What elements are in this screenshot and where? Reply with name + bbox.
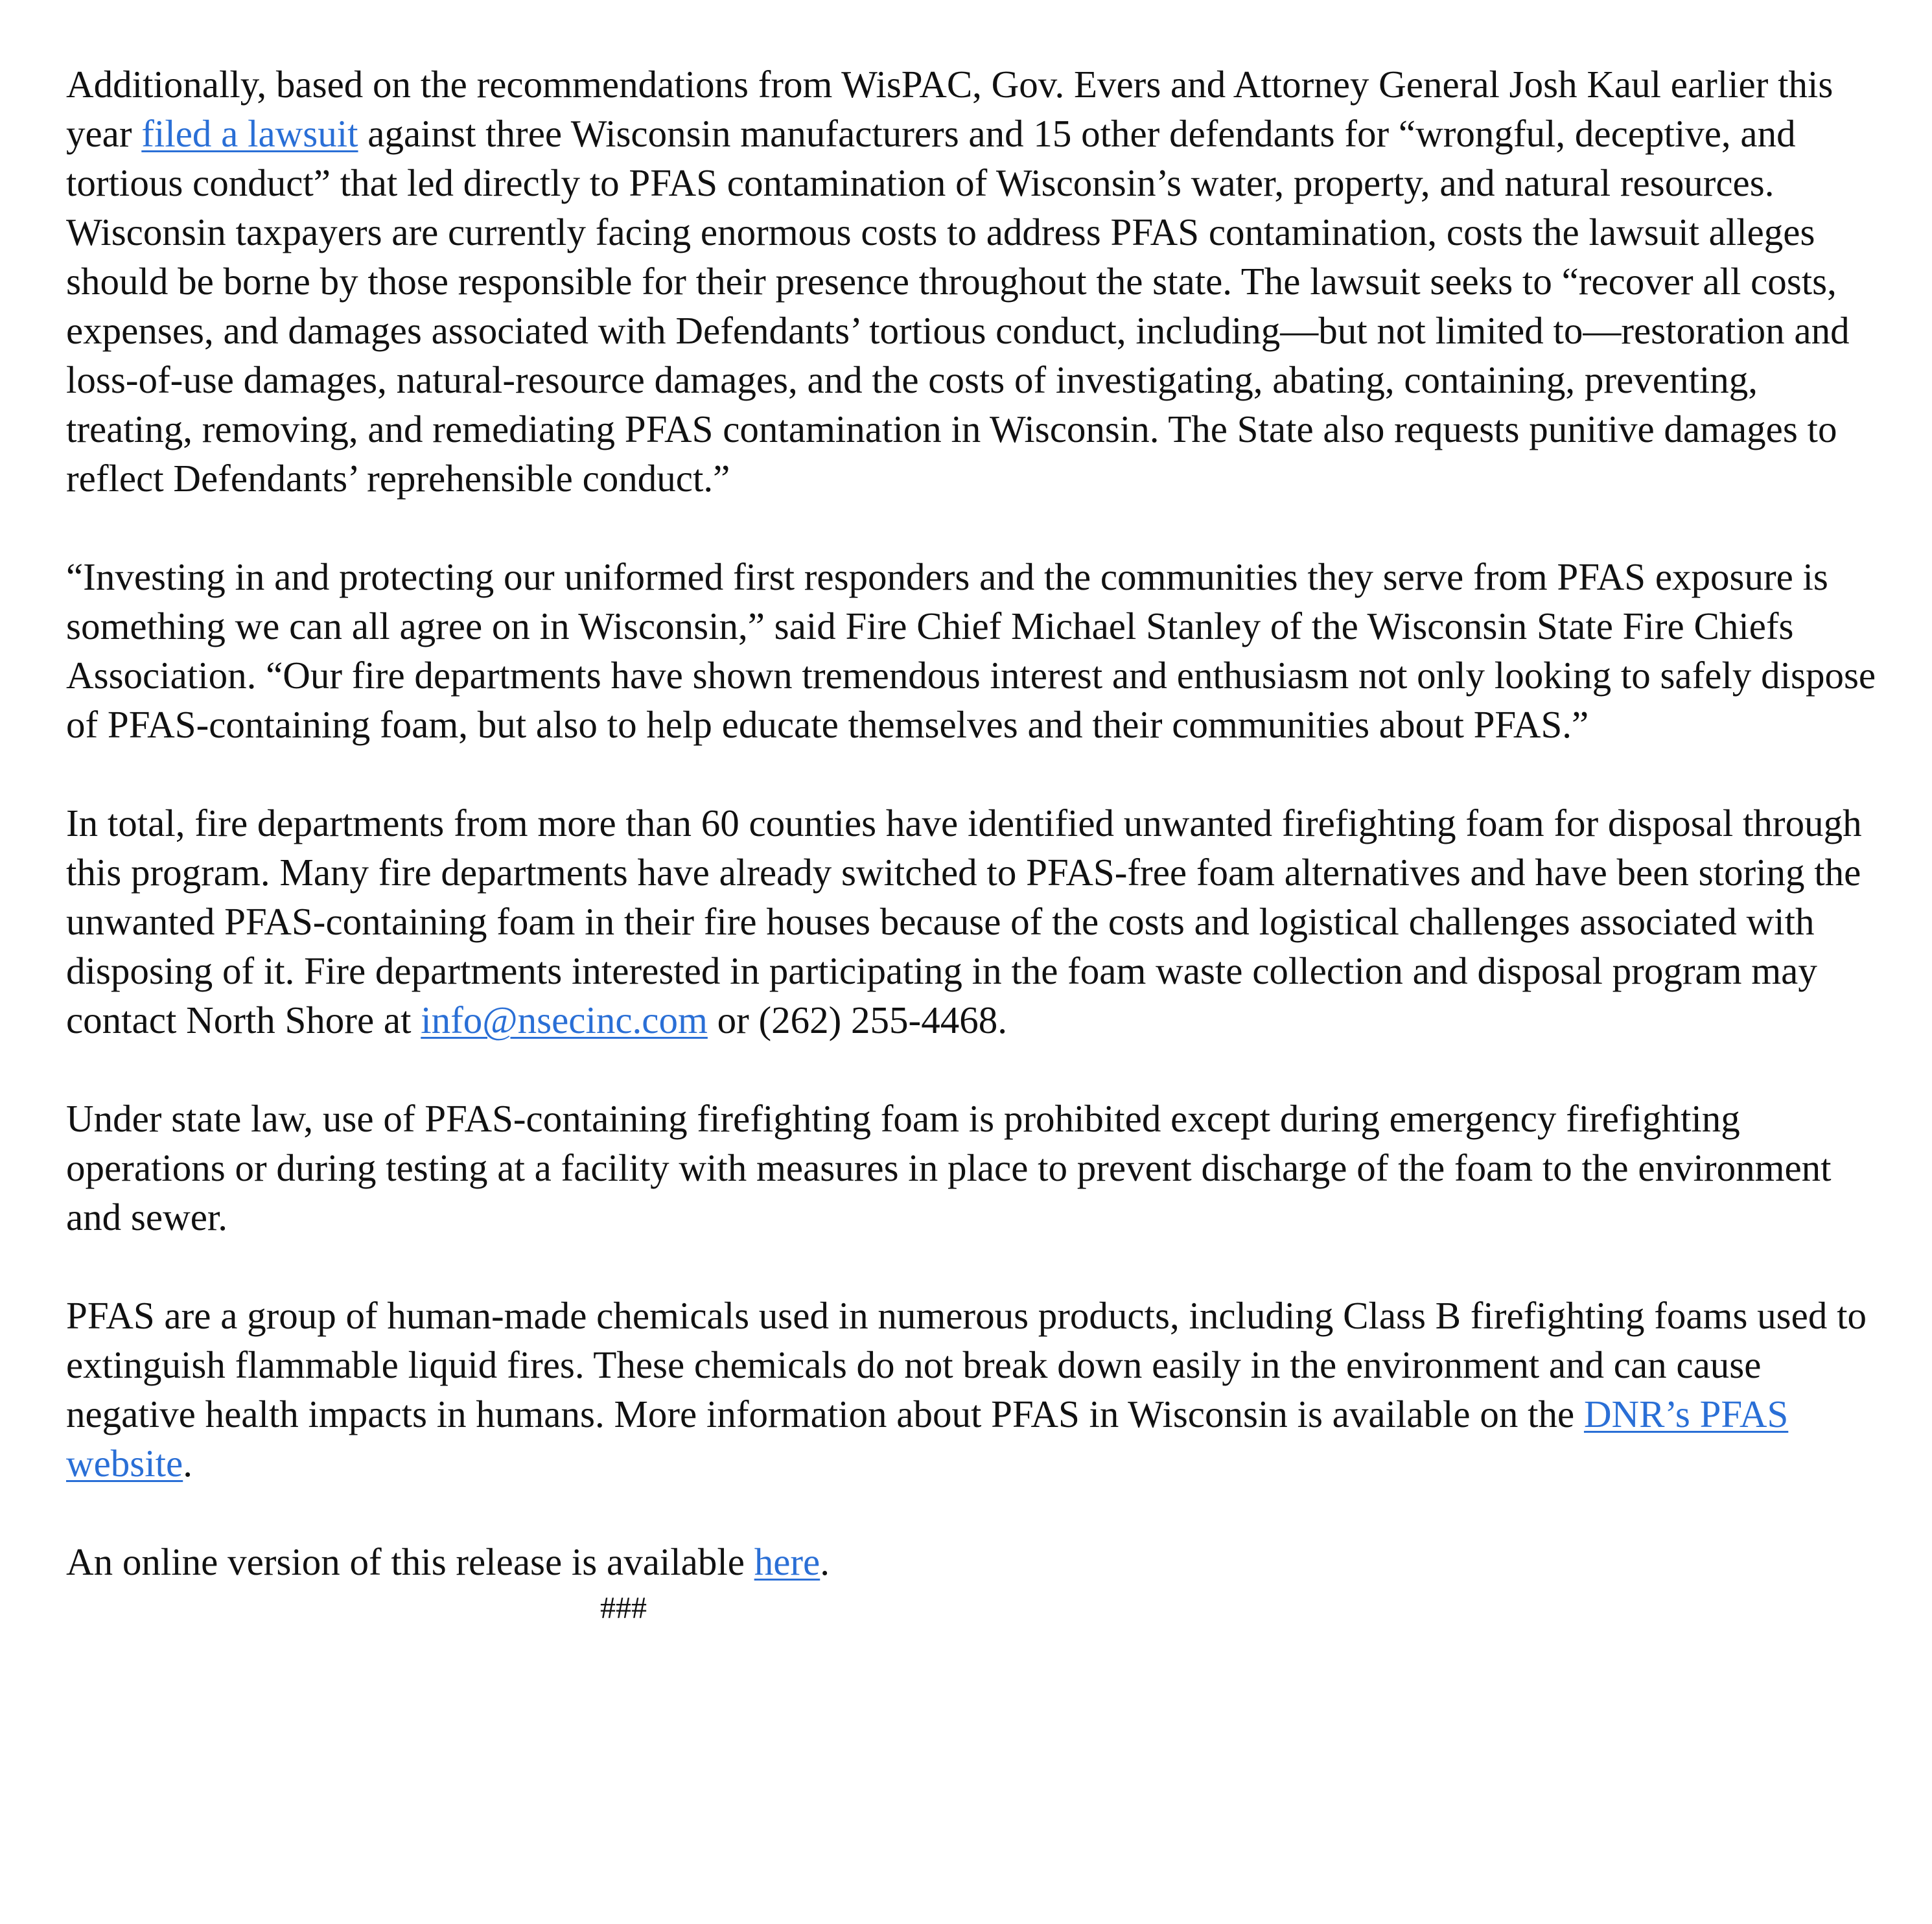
paragraph-disposal-program (66, 798, 1881, 1045)
paragraph-text: In total, fire departments from more than 60 counties have identified unwanted firefighting foam for disposal through this program. Many fire departments have already switched to PFAS-free foam alternatives and have been storing the unwanted PFAS-containing foam in their fire houses because of the costs and logistical challenges associated with disposing of it. Fire departments interested in participating in the foam waste collection and disposal program may contact North Shore at (66, 802, 1862, 1041)
paragraph-text: against three Wisconsin manufacturers and 15 other defendants for “wrongful, deceptive, and tortious conduct” that led directly to PFAS contamination of Wisconsin’s water, property, and natural resources. Wisconsin taxpayers are currently facing enormous costs to address PFAS contamination, costs the lawsuit alleges should be borne by those responsible for their presence throughout the state. The lawsuit seeks to “recover all costs, expenses, and damages associated with Defendants’ tortious conduct, including—but not limited to—restoration and loss-of-use damages, natural-resource damages, and the costs of investigating, abating, containing, preventing, treating, removing, and remediating PFAS contamination in Wisconsin. The State also requests punitive damages to reflect Defendants’ reprehensible conduct.” (66, 112, 1850, 500)
paragraph-text: Additionally, based on the recommendations from WisPAC, Gov. Evers and Attorney General Josh Kaul earlier this year (66, 63, 1833, 155)
paragraph-text: . (820, 1540, 830, 1583)
paragraph-lawsuit (66, 60, 1881, 503)
press-release-body (66, 60, 1881, 1628)
paragraph-text: PFAS are a group of human-made chemicals used in numerous products, including Class B firefighting foams used to extinguish flammable liquid fires. These chemicals do not break down easily in the environment and can cause negative health impacts in humans. More information about PFAS in Wisconsin is available on the (66, 1294, 1867, 1435)
paragraph-online-version (66, 1537, 1881, 1586)
end-of-release-mark: ### (600, 1591, 647, 1625)
paragraph-text: An online version of this release is available (66, 1540, 754, 1583)
email-link[interactable]: info@nsecinc.com (421, 999, 708, 1041)
paragraph-pfas-info (66, 1291, 1881, 1488)
filed-lawsuit-link[interactable]: filed a lawsuit (141, 112, 358, 155)
dnr-pfas-website-link[interactable]: DNR’s PFAS website (66, 1393, 1789, 1485)
paragraph-text: or (262) 255-4468. (707, 999, 1007, 1041)
paragraph-text: . (183, 1442, 192, 1485)
online-version-link[interactable]: here (754, 1540, 821, 1583)
paragraph-fire-chief-quote: “Investing in and protecting our uniformed first responders and the communities they serve from PFAS exposure is something we can all agree on in Wisconsin,” said Fire Chief Michael Stanley of the Wisconsin State Fire Chiefs Association. “Our fire departments have shown tremendous interest and enthusiasm not only looking to safely dispose of PFAS-containing foam, but also to help educate themselves and their communities about PFAS.” (66, 555, 1876, 746)
paragraph-state-law: Under state law, use of PFAS-containing firefighting foam is prohibited except during emergency firefighting operations or during testing at a facility with measures in place to prevent discharge of the foam to the environment and sewer. (66, 1097, 1832, 1238)
